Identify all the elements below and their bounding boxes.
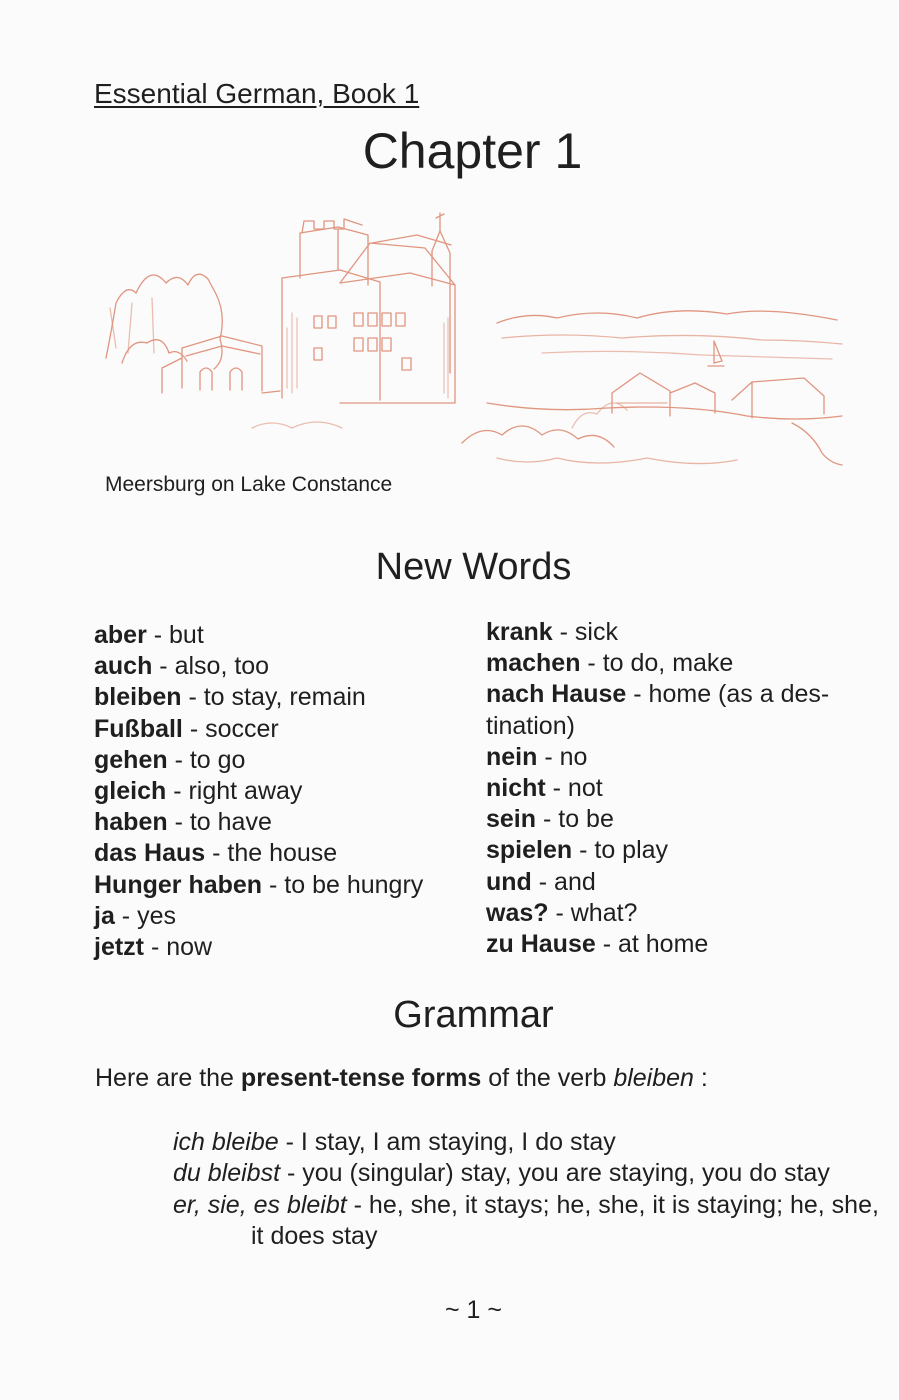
vocab-word: was? xyxy=(486,898,549,927)
vocab-word: ja xyxy=(94,901,115,930)
conjugation-list xyxy=(173,1127,879,1252)
vocab-item xyxy=(94,838,423,869)
chapter-title: Chapter 1 xyxy=(362,123,583,179)
vocab-item xyxy=(486,929,829,960)
vocab-meaning: - sick xyxy=(552,618,618,646)
vocab-item xyxy=(94,870,423,901)
new-words-heading: New Words xyxy=(375,546,572,588)
vocab-word: spielen xyxy=(486,836,573,865)
intro-text: of the verb xyxy=(481,1064,614,1092)
conjugation-english: - he, she, it stays; he, she, it is staying; he, she, it does stay xyxy=(251,1190,879,1250)
vocab-item xyxy=(486,835,829,866)
conjugation-english: - you (singular) stay, you are staying, you do stay xyxy=(280,1159,830,1188)
intro-verb: bleiben xyxy=(613,1064,694,1092)
vocab-word: das Haus xyxy=(94,839,206,868)
vocab-item xyxy=(486,867,829,898)
vocab-word: haben xyxy=(94,808,168,837)
vocab-meaning: - but xyxy=(146,621,204,649)
vocab-list-left xyxy=(94,620,423,963)
intro-text: Here are the xyxy=(95,1064,241,1092)
intro-text: : xyxy=(693,1064,708,1092)
illustration-caption: Meersburg on Lake Constance xyxy=(105,473,393,496)
conjugation-item xyxy=(173,1127,833,1158)
vocab-meaning: - yes xyxy=(114,901,176,930)
vocab-item xyxy=(486,898,829,929)
vocab-meaning: - to have xyxy=(167,808,272,837)
vocab-meaning: - the house xyxy=(205,839,338,868)
vocab-list-right xyxy=(486,617,829,960)
grammar-heading: Grammar xyxy=(393,994,554,1036)
vocab-item xyxy=(94,901,423,932)
vocab-meaning: - soccer xyxy=(182,714,279,743)
vocab-item xyxy=(94,682,423,713)
vocab-item xyxy=(94,714,423,745)
vocab-item xyxy=(94,932,423,963)
vocab-item xyxy=(94,807,423,838)
vocab-item xyxy=(94,776,423,807)
vocab-word: zu Hause xyxy=(486,930,596,959)
conjugation-item xyxy=(173,1158,833,1189)
vocab-word: Hunger haben xyxy=(94,870,263,899)
vocab-word: machen xyxy=(486,649,581,678)
vocab-item xyxy=(486,679,829,710)
intro-emphasis: present-tense forms xyxy=(240,1064,482,1092)
vocab-word: nach Hause xyxy=(486,680,627,709)
conjugation-german: du bleibst xyxy=(173,1159,281,1188)
vocab-word: nein xyxy=(486,742,538,771)
vocab-word: bleiben xyxy=(94,683,182,712)
vocab-word: gleich xyxy=(94,777,167,806)
vocab-item xyxy=(486,804,829,835)
conjugation-german: ich bleibe xyxy=(173,1128,279,1156)
vocab-item xyxy=(94,651,423,682)
vocab-word: auch xyxy=(94,652,153,681)
vocab-meaning: - to stay, remain xyxy=(181,683,366,712)
vocab-word: gehen xyxy=(94,745,168,774)
book-title: Essential German, Book 1 xyxy=(94,78,420,109)
vocab-meaning: - what? xyxy=(548,898,638,927)
vocab-meaning: - to do, make xyxy=(580,649,734,678)
vocab-item xyxy=(94,745,423,776)
vocab-meaning: - home (as a des- xyxy=(626,680,830,709)
vocab-meaning: - to go xyxy=(167,745,246,774)
vocab-item xyxy=(486,742,829,773)
vocab-meaning: - now xyxy=(144,933,213,962)
vocab-meaning: - not xyxy=(545,774,603,803)
vocab-meaning: - to be xyxy=(536,805,614,834)
vocab-meaning: - also, too xyxy=(152,652,270,681)
conjugation-english: - I stay, I am staying, I do stay xyxy=(278,1128,616,1156)
vocab-word: krank xyxy=(486,618,553,646)
castle-lake-sketch-icon xyxy=(102,188,847,473)
conjugation-item xyxy=(173,1190,891,1253)
vocab-item xyxy=(486,617,829,648)
vocab-word: nicht xyxy=(486,774,546,803)
vocab-meaning: - right away xyxy=(166,777,303,806)
vocab-word: jetzt xyxy=(94,933,144,962)
vocab-meaning: - to play xyxy=(572,836,669,865)
conjugation-german: er, sie, es bleibt xyxy=(173,1190,347,1219)
vocab-meaning: - no xyxy=(537,742,588,771)
vocab-word: und xyxy=(486,867,532,896)
vocab-word: Fußball xyxy=(94,714,183,743)
vocab-item xyxy=(94,620,423,651)
vocab-meaning: - at home xyxy=(595,930,709,959)
grammar-intro xyxy=(95,1064,708,1093)
vocab-item xyxy=(486,648,829,679)
vocab-word: aber xyxy=(94,621,147,649)
vocab-item xyxy=(486,773,829,804)
page-number: ~ 1 ~ xyxy=(445,1296,502,1324)
vocab-word: sein xyxy=(486,805,537,834)
vocab-meaning: tination) xyxy=(486,711,575,740)
vocab-item xyxy=(486,711,829,742)
vocab-meaning: - and xyxy=(531,867,596,896)
vocab-meaning: - to be hungry xyxy=(262,870,424,899)
